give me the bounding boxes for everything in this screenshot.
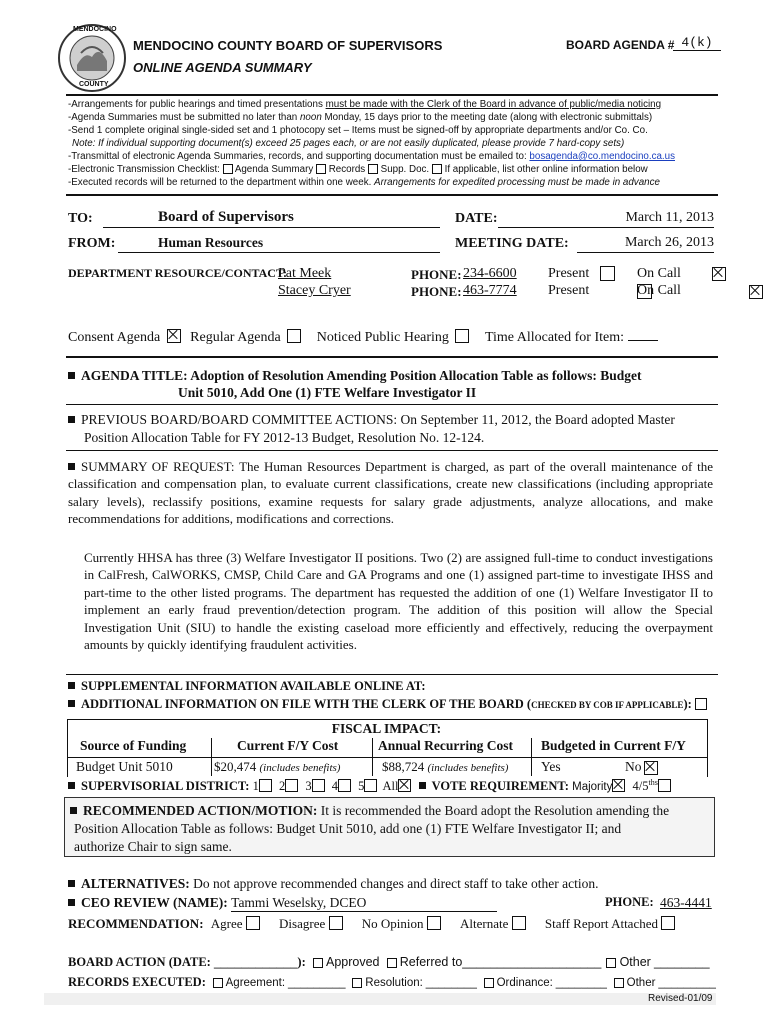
consent-agenda-checkbox[interactable] [167, 329, 181, 343]
records-executed-row: RECORDS EXECUTED: Agreement: _________ Resolution: ________ Ordinance: ________ Other _________ [68, 975, 716, 989]
alternatives: ALTERNATIVES: Do not approve recommended changes and direct staff to take other action. [68, 876, 599, 892]
present-label-2: Present [548, 283, 590, 298]
agreement-checkbox[interactable] [213, 978, 223, 988]
date-field[interactable]: March 11, 2013 [498, 209, 714, 228]
district-3-checkbox[interactable] [312, 779, 325, 792]
oncall-label-2: On Call [637, 283, 681, 298]
rec-agree-checkbox[interactable] [246, 916, 260, 930]
phone-label-1: PHONE: [411, 267, 462, 282]
agenda-title: AGENDA TITLE: Adoption of Resolution Amending Position Allocation Table as follows: Budget Unit 5010, Add One (1) FTE Welfare Investigator II [68, 367, 642, 401]
noticed-hearing-checkbox[interactable] [455, 329, 469, 343]
org-title: MENDOCINO COUNTY BOARD OF SUPERVISORS [133, 38, 443, 53]
oncall-checkbox-1[interactable] [712, 267, 726, 281]
additional-info-checkbox[interactable] [695, 698, 707, 710]
checkbox-other-info[interactable] [432, 164, 442, 174]
district-all-checkbox[interactable] [398, 779, 411, 792]
fiscal-header-annual: Annual Recurring Cost [378, 738, 514, 753]
phone-value-2[interactable]: 463-7774 [463, 283, 517, 298]
phone-label-2: PHONE: [411, 284, 462, 299]
regular-agenda-checkbox[interactable] [287, 329, 301, 343]
present-label-1: Present [548, 266, 590, 281]
fiscal-header-source: Source of Funding [80, 738, 187, 753]
rec-alternate-checkbox[interactable] [512, 916, 526, 930]
time-allocated-field[interactable] [628, 340, 658, 341]
supplemental-info: SUPPLEMENTAL INFORMATION AVAILABLE ONLINE AT: [68, 679, 426, 694]
budgeted-yes-label: Yes [541, 759, 561, 774]
rec-no-opinion-checkbox[interactable] [427, 916, 441, 930]
phone-value-1[interactable]: 234-6600 [463, 266, 517, 281]
instructions: -Arrangements for public hearings and timed presentations must be made with the Clerk of the Board in advance of public/media noticing -Agenda Summaries must be submitted no later than noon Monday, 15 days prior to the meeting date (along with electronic submittals) -Send 1 complete original single-sided set and 1 photocopy set – Items must be signed-off by appropriate departments and/or Co. Co. Note: If individual supporting document(s) exceed 25 pages each, or are not easily duplicated, please provide 7 hard-copy sets) -Transmittal of electronic Agenda Summaries, records, and supporting documentation must be emailed to: bosagenda@co.mendocino.ca.us -Electronic Transmission Checklist: Agenda Summary Records Supp. Doc. If applicable, list other online information below -Executed records will be returned to the department within one week. Arrangements for expedited processing must be made in advance [68, 99, 675, 188]
oncall-label-1: On Call [637, 266, 681, 281]
records-other-checkbox[interactable] [614, 978, 624, 988]
seal-text-top: MENDOCINO [73, 26, 117, 33]
recommended-action: RECOMMENDED ACTION/MOTION: It is recommended the Board adopt the Resolution amending the Position Allocation Table as follows: Budget Unit 5010, add one (1) FTE Welfare Investigator II; and authorize Chair to sign same. [70, 802, 715, 856]
board-agenda-label: BOARD AGENDA # [566, 38, 675, 52]
to-field[interactable]: Board of Supervisors [103, 209, 440, 228]
email-link[interactable]: bosagenda@co.mendocino.ca.us [529, 151, 675, 162]
agenda-type-row: Consent Agenda Regular Agenda Noticed Public Hearing Time Allocated for Item: [68, 329, 658, 346]
fiscal-source-value: Budget Unit 5010 [76, 759, 173, 774]
district-1-checkbox[interactable] [259, 779, 272, 792]
ceo-review: CEO REVIEW (NAME): Tammi Weselsky, DCEO [68, 895, 497, 912]
revised-footer: Revised-01/09 [648, 993, 713, 1004]
county-seal [57, 23, 127, 93]
additional-info: ADDITIONAL INFORMATION ON FILE WITH THE CLERK OF THE BOARD (CHECKED BY COB IF APPLICABLE): [68, 697, 707, 712]
fiscal-header-budgeted: Budgeted in Current F/Y [541, 738, 686, 753]
district-row: SUPERVISORIAL DISTRICT: 1 2 3 4 5 All VOTE REQUIREMENT: Majority $4/5^{ths}$ [68, 778, 671, 794]
recommendation-row: RECOMMENDATION: Agree Disagree No Opinion Alternate Staff Report Attached [68, 916, 675, 932]
date-label: DATE: [455, 211, 498, 226]
ceo-phone[interactable]: 463-4441 [660, 895, 712, 910]
from-label: FROM: [68, 236, 116, 251]
referred-checkbox[interactable] [387, 958, 397, 968]
fiscal-current-value: $20,474 (includes benefits) [214, 759, 341, 774]
ceo-phone-label: PHONE: [605, 895, 654, 909]
budgeted-yes-checkbox[interactable] [644, 761, 658, 775]
meeting-date-label: MEETING DATE: [455, 236, 569, 251]
contact-name-1[interactable]: Pat Meek [278, 266, 332, 281]
rec-disagree-checkbox[interactable] [329, 916, 343, 930]
meeting-date-field[interactable]: March 26, 2013 [577, 235, 714, 253]
district-5-checkbox[interactable] [364, 779, 377, 792]
fiscal-annual-value: $88,724 (includes benefits) [382, 759, 509, 774]
contact-name-2[interactable]: Stacey Cryer [278, 283, 351, 298]
majority-checkbox[interactable] [612, 779, 625, 792]
approved-checkbox[interactable] [313, 958, 323, 968]
seal-text-bottom: COUNTY [79, 81, 109, 88]
ordinance-checkbox[interactable] [484, 978, 494, 988]
fiscal-header-current: Current F/Y Cost [237, 738, 339, 753]
oncall-checkbox-2[interactable] [749, 285, 763, 299]
resolution-checkbox[interactable] [352, 978, 362, 988]
doc-title: ONLINE AGENDA SUMMARY [133, 60, 312, 75]
previous-actions: PREVIOUS BOARD/BOARD COMMITTEE ACTIONS: On September 11, 2012, the Board adopted Master Position Allocation Table for FY 2012-13 Budget, Resolution No. 12-124. [68, 411, 675, 447]
dept-contact-label: DEPARTMENT RESOURCE/CONTACT: [68, 266, 288, 280]
district-4-checkbox[interactable] [338, 779, 351, 792]
from-field[interactable]: Human Resources [118, 235, 440, 253]
fiscal-title: FISCAL IMPACT: [331, 721, 442, 736]
board-other-checkbox[interactable] [606, 958, 616, 968]
rec-staff-report-checkbox[interactable] [661, 916, 675, 930]
board-agenda-number: 4(k) [673, 35, 721, 51]
district-2-checkbox[interactable] [285, 779, 298, 792]
four-fifths-checkbox[interactable] [658, 779, 671, 792]
summary-of-request: SUMMARY OF REQUEST: The Human Resources Department is charged, as part of the overall maintenance of the classification and compensation plan, to evaluate current classifications, create new classifications (including appropriate salary levels), reclassify positions, examine requests for salary grade adjustments, analyze allocations, and make recommendations for additions, modifications and corrections. [68, 459, 713, 527]
budgeted-no-label: No [625, 759, 642, 774]
to-label: TO: [68, 211, 93, 226]
ceo-name-field[interactable]: Tammi Weselsky, DCEO [231, 895, 497, 912]
checkbox-agenda-summary[interactable] [223, 164, 233, 174]
present-checkbox-1[interactable] [600, 266, 615, 281]
checkbox-supp-doc[interactable] [368, 164, 378, 174]
summary-paragraph-2: Currently HHSA has three (3) Welfare Investigator II positions. Two (2) are assigned full-time to conduct investigations in CalFresh, CalWORKS, CMSP, Child Care and GA Programs and one (1) assigned part-time to investigate IHSS and part-time to the other listed programs. The department has requested the addition of one (1) Welfare Investigator II to implement an early fraud prevention/detection program. The addition of this position will allow the Special Investigation Unit (SIU) to handle the existing caseload more efficiently and effectively, reducing the overpayment amounts by quickly identifying fraudulent activities. [84, 550, 713, 653]
board-action-row: BOARD ACTION (DATE: ____________): Approved Referred to____________________ Other ________ [68, 955, 710, 969]
checkbox-records[interactable] [316, 164, 326, 174]
